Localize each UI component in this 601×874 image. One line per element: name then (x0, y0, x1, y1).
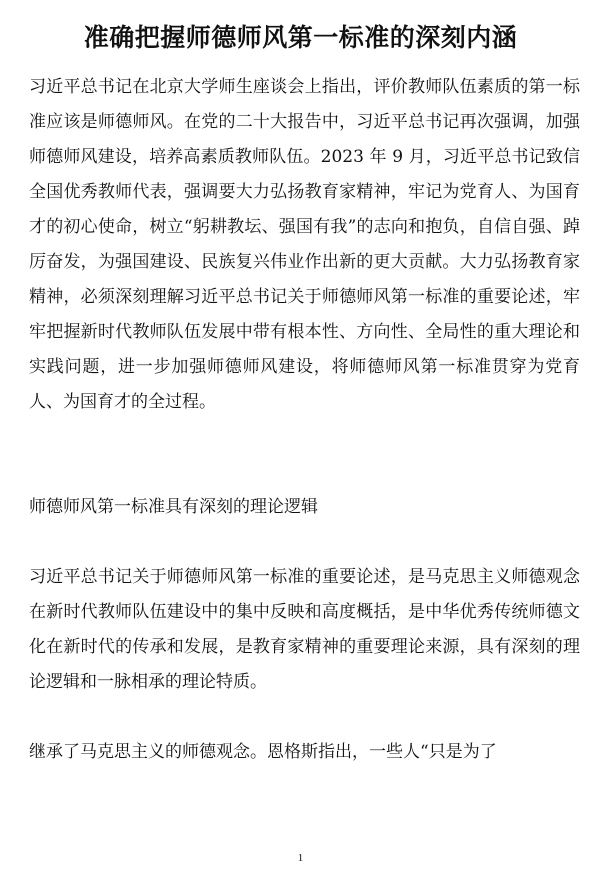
page-number: 1 (297, 852, 304, 864)
paragraph-marxism: 继承了马克思主义的师德观念。恩格斯指出，一些人“只是为了 (29, 742, 497, 762)
paragraph-theory: 习近平总书记关于师德师风第一标准的重要论述，是马克思主义师德观念在新时代教师队伍建设中的集中反映和高度概括，是中华优秀传统师德文化在新时代的传承和发展，是教育家精神的重要理论来源，具有深刻的理论逻辑和一脉相承的理论特质。 (29, 567, 580, 692)
paragraph-intro: 习近平总书记在北京大学师生座谈会上指出，评价教师队伍素质的第一标准应该是师德师风。在党的二十大报告中，习近平总书记再次强调，加强师德师风建设，培养高素质教师队伍。2023 年 9 月，习近平总书记致信全国优秀教师代表，强调要大力弘扬教育家精神，牢记为党育人、为国育才的初心使命，树立“躬耕教坛、强国有我”的志向和抱负，自信自强、踔厉奋发，为强国建设、民族复兴伟业作出新的更大贡献。大力弘扬教育家精神，必须深刻理解习近平总书记关于师德师风第一标准的重要论述，牢牢把握新时代教师队伍发展中带有根本性、方向性、全局性的重大理论和实践问题，进一步加强师德师风建设，将师德师风第一标准贯穿为党育人、为国育才的全过程。 (29, 77, 580, 412)
document-title: 准确把握师德师风第一标准的深刻内涵 (83, 22, 518, 52)
section-heading: 师德师风第一标准具有深刻的理论逻辑 (29, 497, 318, 517)
